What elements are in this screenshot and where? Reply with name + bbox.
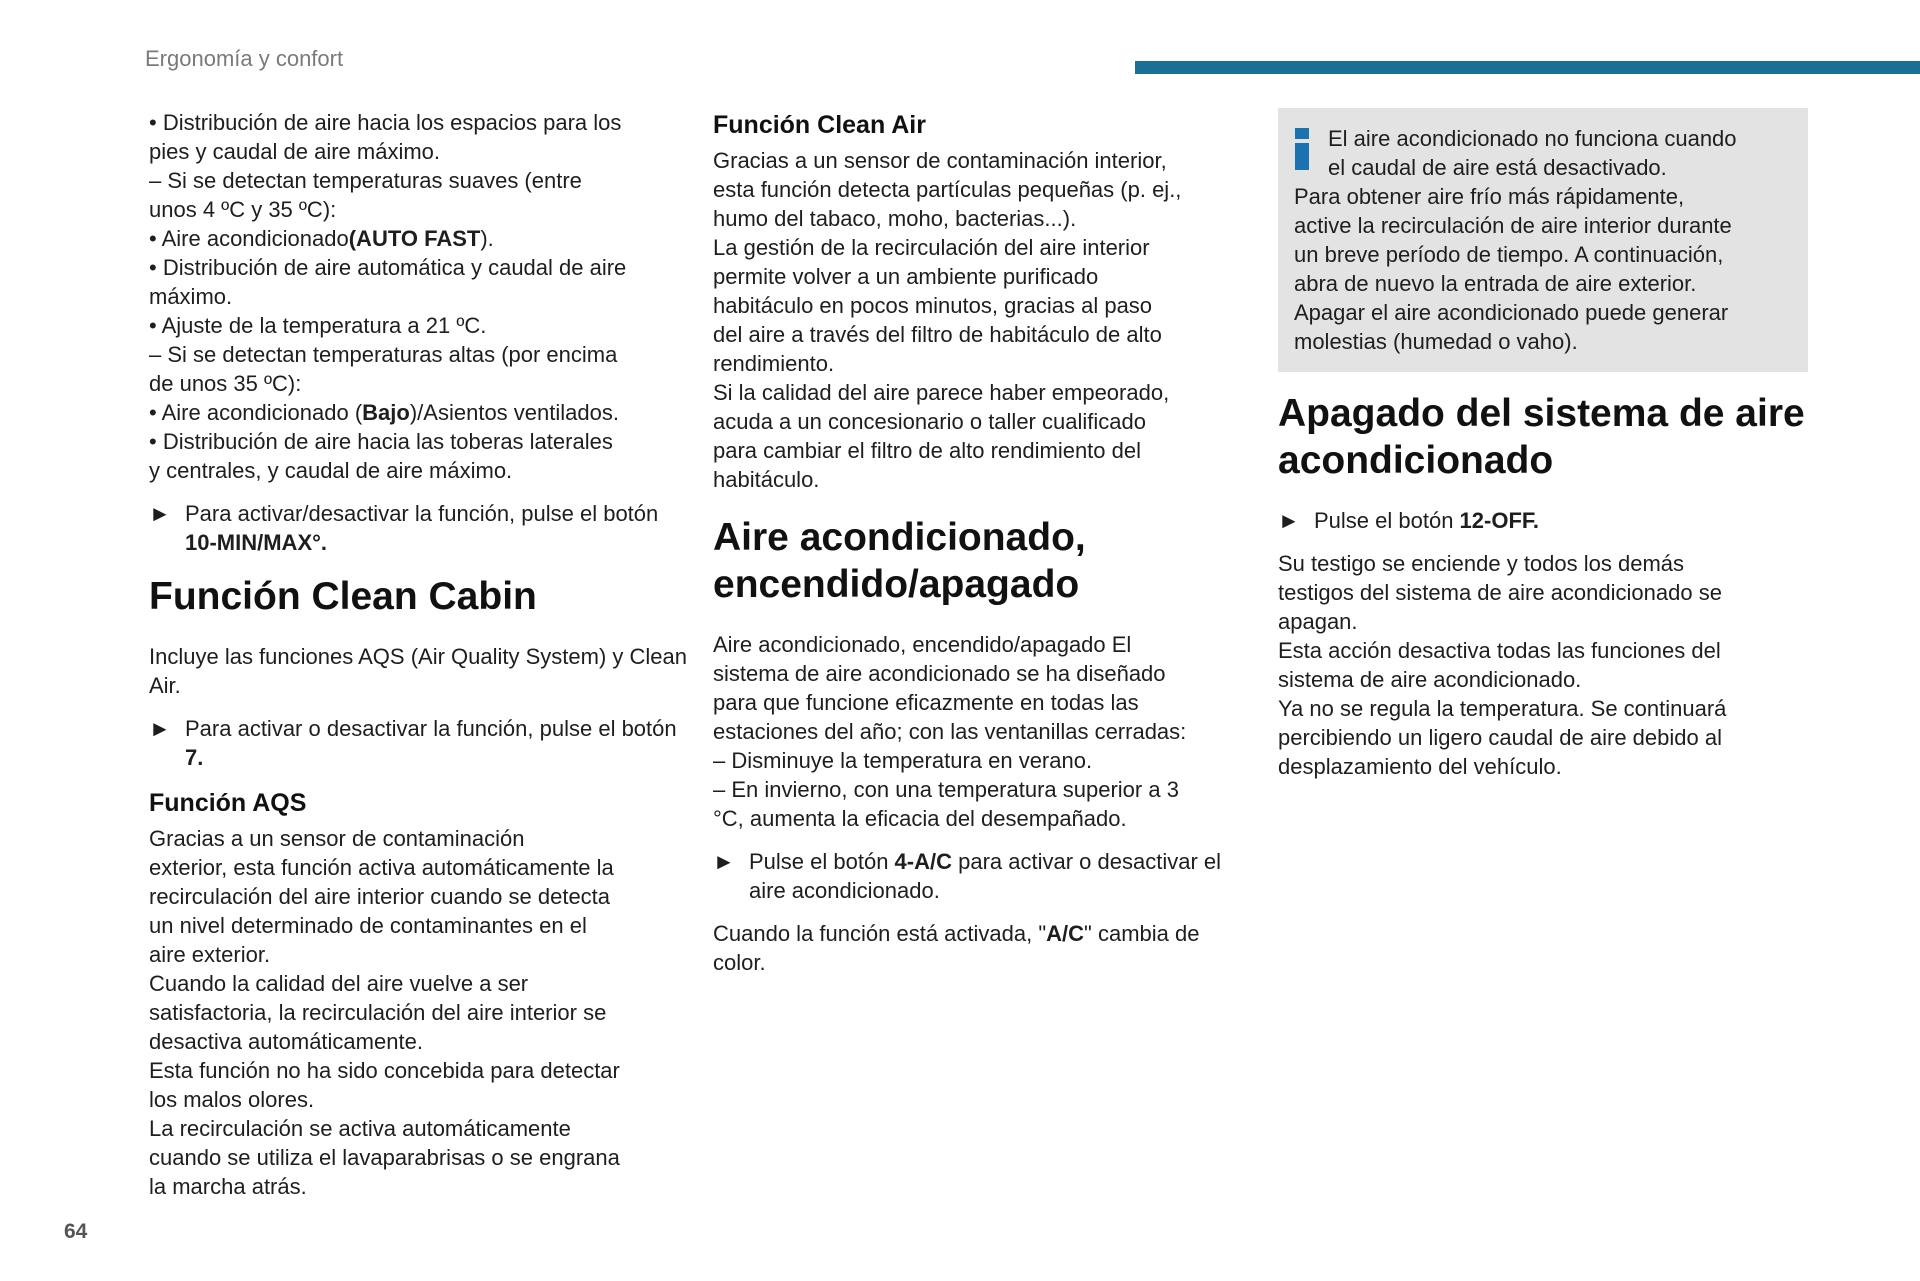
text-line: un nivel determinado de contaminantes en el [149, 913, 587, 938]
text-line: Si la calidad del aire parece haber empeorado, [713, 380, 1170, 405]
column-3 [1278, 108, 1808, 781]
text-line: Gracias a un sensor de contaminación interior, [713, 148, 1167, 173]
text-line: acuda a un concesionario o taller cualificado [713, 409, 1146, 434]
text-line: máximo. [149, 284, 233, 309]
header-accent-bar [1135, 61, 1920, 74]
action-toggle-min-max: ► Para activar/desactivar la función, pulse el botón 10-MIN/MAX°. [149, 501, 659, 555]
text-line: Su testigo se enciende y todos los demás [1278, 551, 1685, 576]
action-toggle-clean-cabin: ► Para activar o desactivar la función, pulse el botón 7. [149, 716, 677, 770]
subsection-title-clean-air: Función Clean Air [713, 111, 926, 139]
subsection-title-aqs: Función AQS [149, 789, 307, 817]
text-line: rendimiento. [713, 351, 835, 376]
text-line: • Distribución de aire hacia las toberas laterales [149, 429, 613, 454]
aqs-text [149, 824, 689, 1201]
column-2 [713, 108, 1243, 991]
text-line: cuando se utiliza el lavaparabrisas o se engrana [149, 1145, 620, 1170]
text-line: para que funcione eficazmente en todas las [713, 690, 1139, 715]
text-line: estaciones del año; con las ventanillas cerradas: [713, 719, 1187, 744]
text-line: pies y caudal de aire máximo. [149, 139, 441, 164]
text-line: molestias (humedad o vaho). [1294, 329, 1578, 354]
arrow-icon: ► [149, 716, 171, 741]
page-number: 64 [64, 1220, 88, 1243]
mode-list [149, 108, 689, 485]
info-note-text [1294, 124, 1790, 356]
text-line: – En invierno, con una temperatura superior a 3 [713, 777, 1179, 802]
text-line: – Disminuye la temperatura en verano. [713, 748, 1093, 773]
text-line: °C, aumenta la eficacia del desempañado. [713, 806, 1127, 831]
text-line: active la recirculación de aire interior durante [1294, 213, 1732, 238]
text-line: Esta acción desactiva todas las funciones del [1278, 638, 1721, 663]
text-line: Ya no se regula la temperatura. Se continuará [1278, 696, 1727, 721]
text-line: La gestión de la recirculación del aire interior [713, 235, 1150, 260]
ac-status-text: Cuando la función está activada, "A/C" cambia de color. [713, 921, 1200, 975]
section-title-clean-cabin: Función Clean Cabin [149, 575, 537, 618]
action-toggle-ac: ► Pulse el botón 4-A/C para activar o desactivar el aire acondicionado. [713, 849, 1222, 903]
text-line: apagan. [1278, 609, 1358, 634]
text-line: permite volver a un ambiente purificado [713, 264, 1099, 289]
section-title-ac-on-off: Aire acondicionado, encendido/apagado [713, 516, 1086, 606]
info-note [1278, 108, 1808, 372]
clean-air-text [713, 146, 1243, 494]
text-line: desactiva automáticamente. [149, 1029, 423, 1054]
text-line: • Aire acondicionado(AUTO FAST). [149, 226, 494, 251]
text-line: sistema de aire acondicionado. [1278, 667, 1582, 692]
text-line: y centrales, y caudal de aire máximo. [149, 458, 513, 483]
text-line: • Distribución de aire automática y caudal de aire [149, 255, 627, 280]
ac-text [713, 630, 1243, 833]
action-ac-off: ► Pulse el botón 12-OFF. [1278, 508, 1540, 533]
text-line: Gracias a un sensor de contaminación [149, 826, 525, 851]
text-line: los malos olores. [149, 1087, 315, 1112]
text-line: habitáculo en pocos minutos, gracias al paso [713, 293, 1153, 318]
section-title-ac-off: Apagado del sistema de aire acondicionado [1278, 392, 1805, 482]
text-line: unos 4 ºC y 35 ºC): [149, 197, 337, 222]
text-line: – Si se detectan temperaturas suaves (entre [149, 168, 582, 193]
clean-cabin-text: Incluye las funciones AQS (Air Quality System) y Clean Air. [149, 644, 687, 698]
text-line: Esta función no ha sido concebida para detectar [149, 1058, 620, 1083]
text-line: esta función detecta partículas pequeñas (p. ej., [713, 177, 1182, 202]
text-line: desplazamiento del vehículo. [1278, 754, 1562, 779]
text-line: Aire acondicionado, encendido/apagado El [713, 632, 1132, 657]
text-line: – Si se detectan temperaturas altas (por encima [149, 342, 618, 367]
arrow-icon: ► [713, 849, 735, 874]
text-line: de unos 35 ºC): [149, 371, 302, 396]
text-line: el caudal de aire está desactivado. [1328, 155, 1667, 180]
text-line: Cuando la calidad del aire vuelve a ser [149, 971, 529, 996]
text-line: abra de nuevo la entrada de aire exterior. [1294, 271, 1697, 296]
ac-off-text [1278, 549, 1808, 781]
text-line: percibiendo un ligero caudal de aire debido al [1278, 725, 1722, 750]
text-line: El aire acondicionado no funciona cuando [1328, 126, 1737, 151]
text-line: del aire a través del filtro de habitáculo de alto [713, 322, 1162, 347]
arrow-icon: ► [1278, 508, 1300, 533]
column-1 [149, 108, 689, 1201]
text-line: sistema de aire acondicionado se ha diseñado [713, 661, 1166, 686]
text-line: habitáculo. [713, 467, 820, 492]
text-line: testigos del sistema de aire acondicionado se [1278, 580, 1722, 605]
text-line: • Aire acondicionado (Bajo)/Asientos ventilados. [149, 400, 619, 425]
text-line: Para obtener aire frío más rápidamente, [1294, 184, 1685, 209]
text-line: exterior, esta función activa automáticamente la [149, 855, 614, 880]
text-line: Apagar el aire acondicionado puede generar [1294, 300, 1729, 325]
text-line: recirculación del aire interior cuando se detecta [149, 884, 611, 909]
text-line: aire exterior. [149, 942, 271, 967]
text-line: humo del tabaco, moho, bacterias...). [713, 206, 1077, 231]
text-line: para cambiar el filtro de alto rendimiento del [713, 438, 1142, 463]
text-line: • Distribución de aire hacia los espacios para los [149, 110, 622, 135]
text-line: un breve período de tiempo. A continuación, [1294, 242, 1724, 267]
info-icon [1295, 128, 1309, 170]
text-line: La recirculación se activa automáticamente [149, 1116, 571, 1141]
text-line: satisfactoria, la recirculación del aire interior se [149, 1000, 607, 1025]
text-line: la marcha atrás. [149, 1174, 307, 1199]
running-header: Ergonomía y confort [145, 46, 344, 71]
text-line: • Ajuste de la temperatura a 21 ºC. [149, 313, 487, 338]
arrow-icon: ► [149, 501, 171, 526]
